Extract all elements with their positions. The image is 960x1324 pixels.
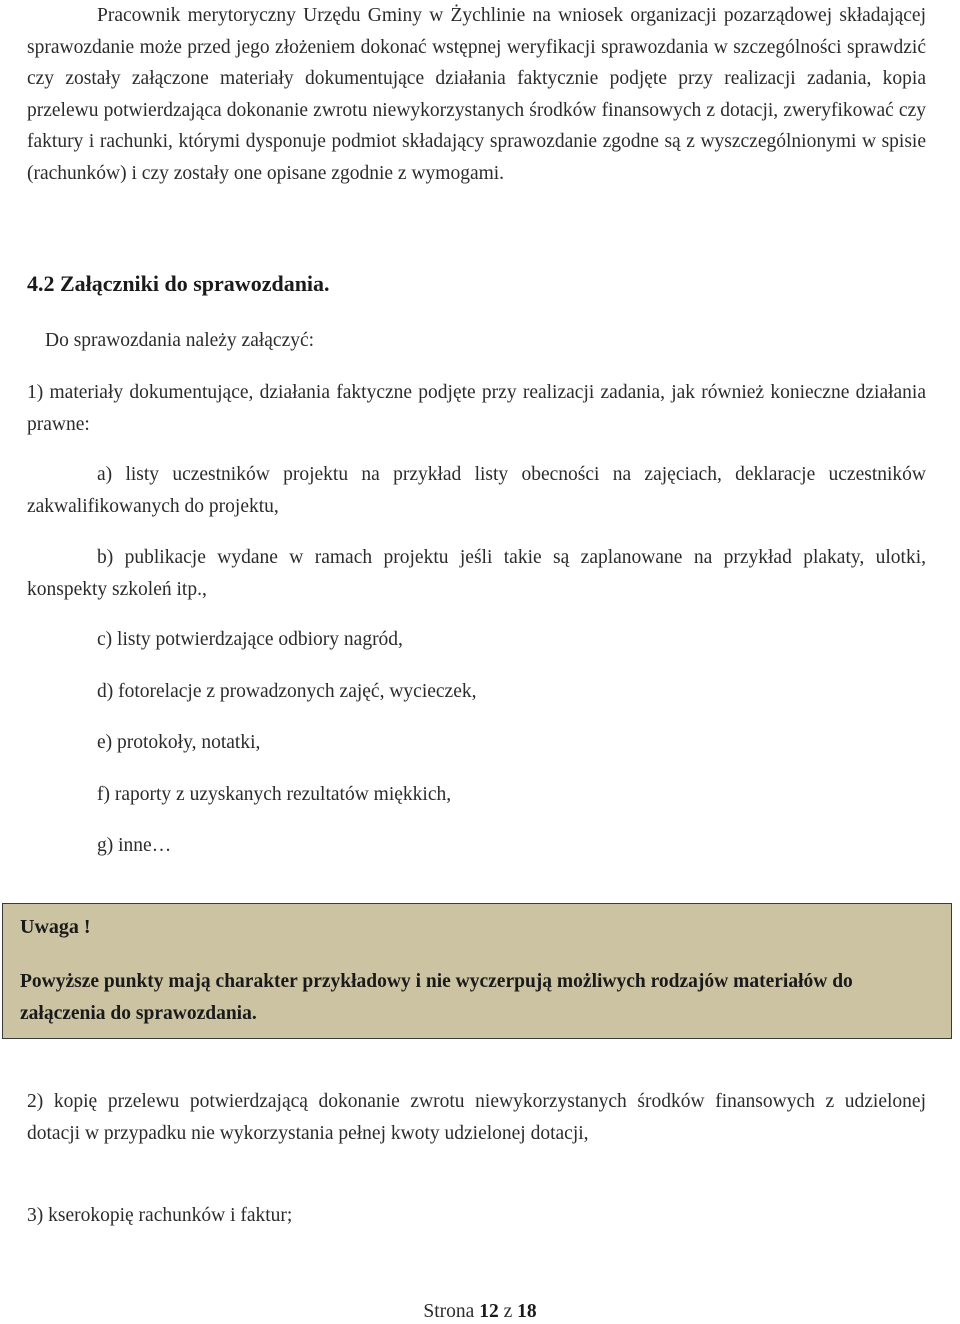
subitem-c: c) listy potwierdzające odbiory nagród, <box>97 629 403 650</box>
point-2: 2) kopię przelewu potwierdzającą dokonanie zwrotu niewykorzystanych środków finansowych z udzielonej dotacji w przypadku nie wykorzystania pełnej kwoty udzielonej dotacji, <box>27 1091 926 1144</box>
note-text: Powyższe punkty mają charakter przykładowy i nie wyczerpują możliwych rodzajów materiałów do załączenia do sprawozdania. <box>20 971 853 1024</box>
subitem-f: f) raporty z uzyskanych rezultatów miękkich, <box>97 784 452 805</box>
subitem-d: d) fotorelacje z prowadzonych zajęć, wycieczek, <box>97 681 477 702</box>
total-pages-number: 18 <box>517 1301 537 1322</box>
note-title: Uwaga ! <box>20 916 91 938</box>
lead-in-text: Do sprawozdania należy załączyć: <box>45 330 315 351</box>
subitem-g: g) inne… <box>97 835 172 856</box>
footer-label: Strona <box>423 1301 475 1322</box>
note-box <box>2 903 952 1039</box>
subitem-e: e) protokoły, notatki, <box>97 732 261 753</box>
current-page-number: 12 <box>479 1301 499 1322</box>
subitem-a: a) listy uczestników projektu na przykład listy obecności na zajęciach, deklaracje uczestników zakwalifikowanych do projektu, <box>27 464 926 517</box>
subitem-b: b) publikacje wydane w ramach projektu jeśli takie są zaplanowane na przykład plakaty, ulotki, konspekty szkoleń itp., <box>27 547 926 600</box>
page-footer <box>0 1301 960 1323</box>
point-1: 1) materiały dokumentujące, działania faktyczne podjęte przy realizacji zadania, jak również konieczne działania prawne: <box>27 382 926 435</box>
intro-paragraph: Pracownik merytoryczny Urzędu Gminy w Żychlinie na wniosek organizacji pozarządowej składającej sprawozdanie może przed jego złożeniem dokonać wstępnej weryfikacji sprawozdania w szczególności sprawdzić czy zostały załączone materiały dokumentujące działania faktycznie podjęte przy realizacji zadania, kopia przelewu potwierdzająca dokonanie zwrotu niewykorzystanych środków finansowych z dotacji, zweryfikować czy faktury i rachunki, którymi dysponuje podmiot składający sprawozdanie zgodne są z wyszczególnionymi w spisie (rachunków) i czy zostały one opisane zgodnie z wymogami. <box>27 5 926 184</box>
point-3: 3) kserokopię rachunków i faktur; <box>27 1205 293 1226</box>
footer-separator: z <box>503 1301 513 1322</box>
section-heading: 4.2 Załączniki do sprawozdania. <box>27 271 330 296</box>
